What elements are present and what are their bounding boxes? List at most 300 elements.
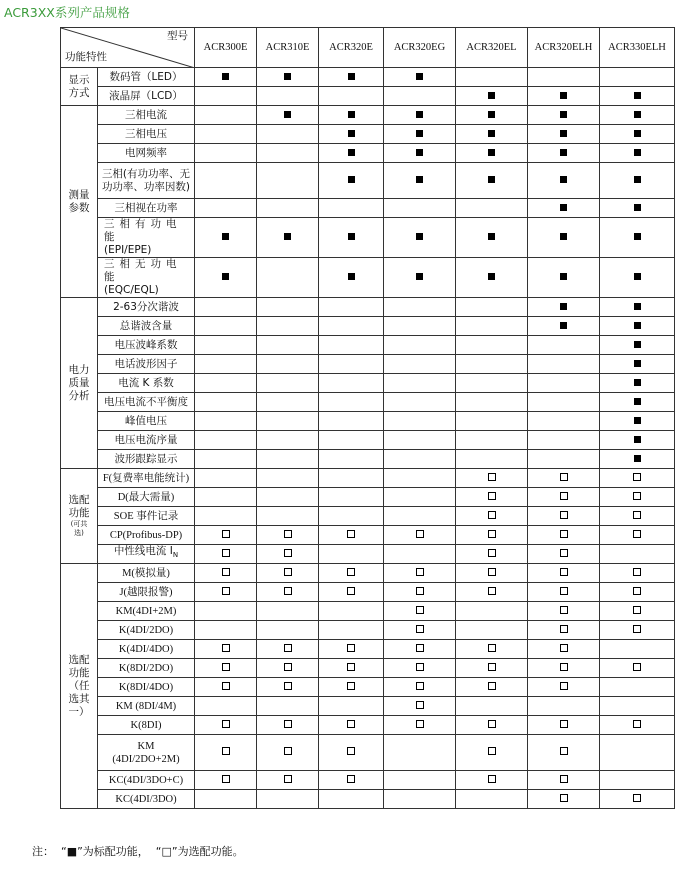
optional-mark-icon (633, 530, 641, 538)
spec-table (60, 27, 675, 809)
table-row (61, 564, 675, 583)
feature-name-text: M(模拟量) (122, 567, 170, 579)
mark-cell (195, 488, 257, 507)
feature-name (98, 640, 195, 659)
mark-cell (195, 545, 257, 564)
optional-mark-icon (416, 663, 424, 671)
optional-mark-icon (633, 625, 641, 633)
standard-mark-icon (560, 273, 567, 280)
mark-cell (456, 336, 528, 355)
mark-cell (319, 790, 384, 809)
feature-name-line: 三相(有功功率、无 (101, 167, 191, 180)
standard-mark-icon (488, 130, 495, 137)
mark-cell (257, 469, 319, 488)
mark-cell (319, 336, 384, 355)
mark-cell (195, 374, 257, 393)
mark-cell (528, 583, 600, 602)
mark-cell (384, 412, 456, 431)
mark-cell (384, 545, 456, 564)
mark-cell (195, 526, 257, 545)
mark-cell (528, 412, 600, 431)
standard-mark-icon (416, 149, 423, 156)
mark-cell (257, 564, 319, 583)
standard-mark-icon (416, 273, 423, 280)
mark-cell (456, 602, 528, 621)
feature-name-text: 液晶屏（LCD） (109, 89, 183, 102)
feature-name (98, 526, 195, 545)
mark-cell (195, 564, 257, 583)
optional-mark-icon (633, 720, 641, 728)
mark-cell (195, 659, 257, 678)
feature-name-line: 功功率、功率因数) (101, 180, 191, 193)
optional-mark-icon (560, 530, 568, 538)
feature-name (98, 87, 195, 106)
feature-name (98, 564, 195, 583)
mark-cell (257, 68, 319, 87)
mark-cell (195, 258, 257, 298)
standard-mark-icon (348, 111, 355, 118)
optional-mark-icon (488, 644, 496, 652)
mark-cell (600, 583, 675, 602)
feature-name-text: 三相视在功率 (114, 201, 178, 214)
mark-cell (528, 431, 600, 450)
table-row (61, 545, 675, 564)
group-sublabel: 选) (74, 529, 84, 537)
mark-cell (319, 621, 384, 640)
optional-mark-icon (560, 549, 568, 557)
optional-mark-icon (284, 663, 292, 671)
mark-cell (600, 735, 675, 771)
mark-cell (456, 790, 528, 809)
mark-cell (195, 640, 257, 659)
feature-name (98, 163, 195, 199)
mark-cell (195, 125, 257, 144)
mark-cell (528, 507, 600, 526)
mark-cell (600, 336, 675, 355)
feature-name (98, 393, 195, 412)
mark-cell (600, 106, 675, 125)
optional-mark-icon (488, 549, 496, 557)
optional-mark-icon (560, 511, 568, 519)
feature-name (98, 450, 195, 469)
mark-cell (257, 431, 319, 450)
mark-cell (456, 163, 528, 199)
mark-cell (257, 336, 319, 355)
feature-name-text: 波形跟踪显示 (114, 452, 178, 465)
standard-mark-icon (560, 176, 567, 183)
mark-cell (384, 640, 456, 659)
mark-cell (319, 144, 384, 163)
optional-mark-icon (488, 492, 496, 500)
standard-mark-icon (488, 111, 495, 118)
mark-cell (600, 545, 675, 564)
optional-mark-icon (284, 682, 292, 690)
feature-name (98, 697, 195, 716)
mark-cell (456, 298, 528, 317)
standard-mark-icon (416, 73, 423, 80)
standard-mark-icon (348, 73, 355, 80)
table-row (61, 640, 675, 659)
feature-name-line: (EQC/EQL) (104, 284, 159, 296)
optional-mark-icon (347, 587, 355, 595)
standard-mark-icon (560, 92, 567, 99)
feature-name-text: K(4DI/2DO) (118, 624, 174, 636)
mark-cell (319, 355, 384, 374)
feature-name (98, 199, 195, 218)
mark-cell (257, 507, 319, 526)
standard-mark-icon (560, 303, 567, 310)
mark-cell (456, 469, 528, 488)
optional-mark-icon (488, 530, 496, 538)
mark-cell (257, 355, 319, 374)
mark-cell (384, 125, 456, 144)
standard-mark-icon (284, 73, 291, 80)
model-header: ACR310E (257, 28, 319, 68)
feature-name (98, 735, 195, 771)
feature-name-text: K(8DI/4DO) (118, 681, 174, 693)
optional-mark-icon (633, 606, 641, 614)
mark-cell (456, 735, 528, 771)
mark-cell (456, 125, 528, 144)
mark-cell (195, 412, 257, 431)
table-row (61, 199, 675, 218)
feature-name (98, 317, 195, 336)
optional-mark-icon (560, 775, 568, 783)
feature-name (98, 488, 195, 507)
optional-mark-icon (560, 663, 568, 671)
optional-mark-icon (222, 775, 230, 783)
feature-name (98, 659, 195, 678)
mark-cell (384, 431, 456, 450)
mark-cell (456, 412, 528, 431)
standard-mark-icon (634, 204, 641, 211)
mark-cell (195, 771, 257, 790)
optional-mark-icon (347, 663, 355, 671)
mark-cell (528, 716, 600, 735)
optional-mark-icon (222, 682, 230, 690)
mark-cell (600, 790, 675, 809)
optional-mark-icon (347, 682, 355, 690)
mark-cell (319, 298, 384, 317)
optional-mark-icon (284, 549, 292, 557)
mark-cell (528, 678, 600, 697)
mark-cell (528, 355, 600, 374)
feature-name (98, 298, 195, 317)
mark-cell (528, 790, 600, 809)
feature-name-text: 电压电流序量 (114, 433, 178, 446)
mark-cell (195, 621, 257, 640)
mark-cell (319, 469, 384, 488)
mark-cell (195, 469, 257, 488)
optional-mark-icon (416, 682, 424, 690)
feature-name-text: K(8DI) (130, 719, 162, 731)
mark-cell (257, 697, 319, 716)
mark-cell (257, 412, 319, 431)
model-header: ACR320EG (384, 28, 456, 68)
mark-cell (456, 771, 528, 790)
mark-cell (195, 602, 257, 621)
feature-name (98, 790, 195, 809)
mark-cell (528, 488, 600, 507)
mark-cell (319, 163, 384, 199)
mark-cell (456, 640, 528, 659)
note-standard: “■”为标配功能， (61, 845, 149, 858)
mark-cell (384, 507, 456, 526)
mark-cell (600, 564, 675, 583)
mark-cell (384, 602, 456, 621)
standard-mark-icon (634, 233, 641, 240)
mark-cell (319, 735, 384, 771)
mark-cell (456, 87, 528, 106)
feature-name (98, 258, 195, 298)
mark-cell (456, 68, 528, 87)
feature-name (98, 621, 195, 640)
feature-name-line: (4DI/2DO+2M) (112, 753, 180, 765)
mark-cell (319, 106, 384, 125)
feature-name (98, 374, 195, 393)
mark-cell (384, 469, 456, 488)
mark-cell (195, 163, 257, 199)
feature-name (98, 68, 195, 87)
mark-cell (257, 640, 319, 659)
optional-mark-icon (560, 587, 568, 595)
optional-mark-icon (222, 663, 230, 671)
mark-cell (257, 87, 319, 106)
mark-cell (600, 355, 675, 374)
mark-cell (257, 716, 319, 735)
mark-cell (195, 583, 257, 602)
standard-mark-icon (560, 233, 567, 240)
table-row (61, 790, 675, 809)
group-sublabel: (可共 (70, 520, 88, 528)
mark-cell (319, 412, 384, 431)
standard-mark-icon (348, 130, 355, 137)
standard-mark-icon (488, 149, 495, 156)
optional-mark-icon (633, 511, 641, 519)
feature-name-line: 三相无功电能 (104, 258, 182, 283)
table-row (61, 218, 675, 258)
feature-name-text: CP(Profibus-DP) (109, 529, 183, 541)
standard-mark-icon (634, 417, 641, 424)
optional-mark-icon (488, 511, 496, 519)
optional-mark-icon (347, 644, 355, 652)
mark-cell (384, 199, 456, 218)
table-row (61, 355, 675, 374)
group-label-line: 电力 (68, 363, 90, 376)
table-row (61, 526, 675, 545)
group-label-line: 选配 (68, 653, 90, 666)
optional-mark-icon (416, 530, 424, 538)
table-row (61, 431, 675, 450)
standard-mark-icon (348, 273, 355, 280)
table-row (61, 374, 675, 393)
feature-name (98, 583, 195, 602)
mark-cell (600, 144, 675, 163)
model-label: 型号 (167, 30, 188, 42)
feature-name-line: (EPI/EPE) (104, 244, 152, 256)
optional-mark-icon (347, 530, 355, 538)
group-label-line: 选其 (68, 692, 90, 705)
mark-cell (384, 659, 456, 678)
feature-name-text: K(8DI/2DO) (118, 662, 174, 674)
mark-cell (600, 697, 675, 716)
mark-cell (257, 678, 319, 697)
standard-mark-icon (222, 233, 229, 240)
mark-cell (257, 621, 319, 640)
table-row (61, 621, 675, 640)
mark-cell (384, 336, 456, 355)
optional-mark-icon (633, 473, 641, 481)
mark-cell (456, 144, 528, 163)
mark-cell (319, 218, 384, 258)
model-header: ACR300E (195, 28, 257, 68)
optional-mark-icon (633, 794, 641, 802)
mark-cell (384, 163, 456, 199)
header-row (61, 28, 675, 68)
mark-cell (195, 507, 257, 526)
mark-cell (600, 68, 675, 87)
mark-cell (384, 697, 456, 716)
mark-cell (257, 199, 319, 218)
optional-mark-icon (560, 606, 568, 614)
table-row (61, 678, 675, 697)
standard-mark-icon (560, 204, 567, 211)
optional-mark-icon (284, 747, 292, 755)
table-row (61, 336, 675, 355)
mark-cell (528, 258, 600, 298)
mark-cell (384, 106, 456, 125)
group-label-line: 显示 (68, 73, 90, 86)
feature-name-text: D(最大需量) (117, 491, 175, 503)
mark-cell (384, 258, 456, 298)
optional-mark-icon (560, 794, 568, 802)
mark-cell (456, 317, 528, 336)
mark-cell (257, 659, 319, 678)
standard-mark-icon (284, 111, 291, 118)
mark-cell (319, 87, 384, 106)
optional-mark-icon (560, 720, 568, 728)
standard-mark-icon (634, 436, 641, 443)
group-label (61, 564, 98, 809)
mark-cell (600, 488, 675, 507)
mark-cell (384, 583, 456, 602)
mark-cell (257, 583, 319, 602)
table-row (61, 469, 675, 488)
feature-name (98, 412, 195, 431)
mark-cell (600, 602, 675, 621)
table-row (61, 771, 675, 790)
mark-cell (600, 659, 675, 678)
mark-cell (384, 771, 456, 790)
mark-cell (600, 298, 675, 317)
table-row (61, 87, 675, 106)
optional-mark-icon (633, 568, 641, 576)
standard-mark-icon (634, 303, 641, 310)
mark-cell (195, 697, 257, 716)
model-header: ACR320EL (456, 28, 528, 68)
mark-cell (195, 716, 257, 735)
standard-mark-icon (634, 92, 641, 99)
mark-cell (528, 336, 600, 355)
standard-mark-icon (634, 455, 641, 462)
optional-mark-icon (284, 720, 292, 728)
optional-mark-icon (488, 682, 496, 690)
feature-name (98, 678, 195, 697)
mark-cell (456, 199, 528, 218)
mark-cell (528, 697, 600, 716)
optional-mark-icon (222, 549, 230, 557)
optional-mark-icon (560, 747, 568, 755)
mark-cell (456, 545, 528, 564)
table-row (61, 507, 675, 526)
mark-cell (456, 716, 528, 735)
mark-cell (600, 393, 675, 412)
optional-mark-icon (347, 775, 355, 783)
mark-cell (528, 125, 600, 144)
mark-cell (257, 790, 319, 809)
feature-name-text: KM (8DI/4M) (115, 700, 177, 712)
group-label-line: 测量 (68, 188, 90, 201)
table-row (61, 450, 675, 469)
mark-cell (456, 393, 528, 412)
mark-cell (456, 431, 528, 450)
mark-cell (528, 87, 600, 106)
mark-cell (257, 258, 319, 298)
mark-cell (257, 450, 319, 469)
mark-cell (600, 374, 675, 393)
feature-name-text: 2-63分次谐波 (113, 300, 179, 313)
standard-mark-icon (634, 176, 641, 183)
mark-cell (456, 355, 528, 374)
group-label (61, 298, 98, 469)
mark-cell (195, 106, 257, 125)
optional-mark-icon (488, 747, 496, 755)
mark-cell (600, 317, 675, 336)
mark-cell (257, 218, 319, 258)
feature-name (98, 431, 195, 450)
mark-cell (600, 621, 675, 640)
mark-cell (319, 125, 384, 144)
mark-cell (257, 488, 319, 507)
feature-name-text: 峰值电压 (125, 414, 167, 427)
feature-name (98, 125, 195, 144)
mark-cell (528, 450, 600, 469)
optional-mark-icon (560, 625, 568, 633)
standard-mark-icon (222, 73, 229, 80)
mark-cell (319, 258, 384, 298)
mark-cell (384, 450, 456, 469)
mark-cell (195, 144, 257, 163)
mark-cell (384, 374, 456, 393)
standard-mark-icon (634, 341, 641, 348)
mark-cell (456, 678, 528, 697)
mark-cell (257, 298, 319, 317)
mark-cell (456, 583, 528, 602)
mark-cell (257, 163, 319, 199)
feature-name (98, 144, 195, 163)
optional-mark-icon (560, 682, 568, 690)
mark-cell (600, 716, 675, 735)
standard-mark-icon (416, 130, 423, 137)
standard-mark-icon (348, 233, 355, 240)
mark-cell (257, 602, 319, 621)
table-row (61, 144, 675, 163)
mark-cell (195, 317, 257, 336)
feature-name-text: 数码管（LED） (109, 70, 183, 83)
standard-mark-icon (348, 176, 355, 183)
optional-mark-icon (222, 747, 230, 755)
feature-label: 功能特性 (65, 51, 107, 63)
